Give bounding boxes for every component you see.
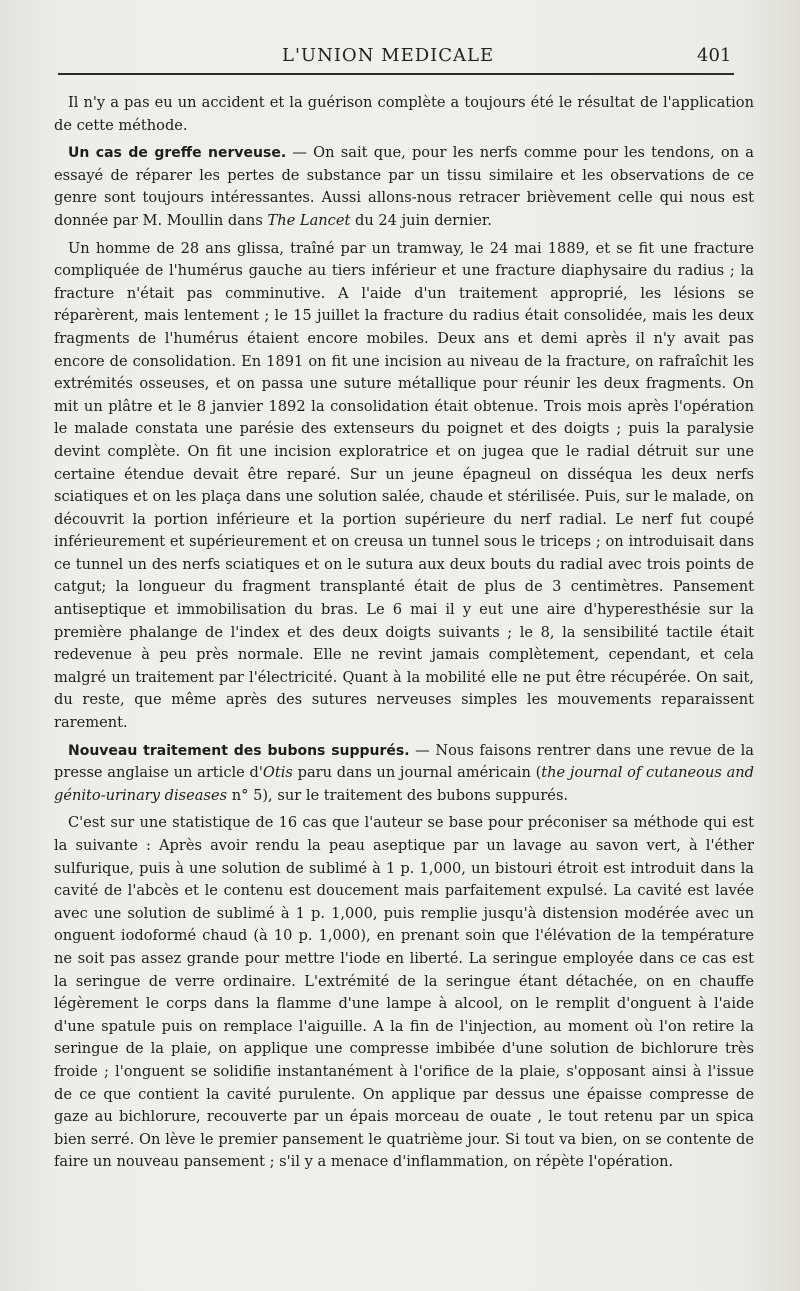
author-otis: Otis (262, 764, 293, 782)
article-body (54, 92, 754, 1179)
paragraph-bubons: Nouveau traitement des bubons suppurés. — Nous faisons rentrer dans une revue de la presse anglaise un article d'Otis paru dans un journal américain (the journal of cutaneous and génito-urinary diseases n° 5), sur le traitement des bubons suppurés. (54, 741, 755, 804)
page-number: 401 (697, 45, 732, 66)
paragraph-methode: C'est sur une statistique de 16 cas que l'auteur se base pour préconiser sa méthode qui est la suivante : Après avoir rendu la peau aseptique par un lavage au savon vert, à l'éther sulfurique, puis à une solution de sublimé à 1 p. 1,000, un bistouri étroit est introduit dans la cavité de l'abcès et le contenu est doucement mais parfaitement expulsé. La cavité est lavée avec une solution de sublimé à 1 p. 1,000, puis remplie jusqu'à distension modérée avec un onguent iodoformé chaud (à 10 p. 1,000), en prenant soin que l'élévation de la température ne soit pas assez grande pour mettre l'iode en liberté. La seringue employée dans ce cas est la seringue de verre ordinaire. L'extrémité de la seringue étant détachée, on en chauffe légèrement le corps dans la flamme d'une lampe à alcool, on le remplit d'onguent à l'aide d'une spatule puis on remplace l'aiguille. A la fin de l'injection, au moment où l'on retire la seringue de la plaie, on applique une compresse imbibée d'une solution de bichlorure très froide ; l'onguent se solidifie instantanément à l'orifice de la plaie, s'opposant ainsi à l'issue de ce que contient la cavité purulente. On applique par dessus une épaisse compresse de gaze au bichlorure, recouverte par un épais morceau de ouate , le tout retenu par un spica bien serré. On lève le premier pansement le quatrième jour. Si tout va bien, on se contente de faire un nouveau pansement ; s'il y a menace d'inflammation, on répète l'opération. (54, 814, 754, 1171)
journal-title-cutaneous: the journal of cutaneous and génito-urinary diseases (54, 764, 755, 804)
section-heading-bubons: Nouveau traitement des bubons suppurés. (68, 742, 410, 759)
running-title: L'UNION MEDICALE (282, 45, 495, 66)
paragraph-1: Il n'y a pas eu un accident et la guérison complète a toujours été le résultat de l'application de cette méthode. (54, 94, 754, 134)
paragraph-greffe-nerveuse: Un cas de greffe nerveuse. — On sait que, pour les nerfs comme pour les tendons, on a essayé de réparer les pertes de substance par un tissu similaire et les observations de ce genre sont toujours intéressantes. Aussi allons-nous retracer brièvement celle qui nous est donnée par M. Moullin dans The Lancet du 24 juin dernier. (54, 144, 754, 229)
journal-title-lancet: The Lancet (267, 211, 351, 229)
page-header (0, 40, 800, 80)
section-heading-greffe: Un cas de greffe nerveuse. (68, 145, 287, 162)
header-rule (58, 73, 734, 75)
paragraph-observation: Un homme de 28 ans glissa, traîné par un tramway, le 24 mai 1889, et se fit une fracture compliquée de l'humérus gauche au tiers inférieur et une fracture diaphysaire du radius ; la fracture n'était pas comminutive. A l'aide d'un traitement approprié, les lésions se réparèrent, mais lentement ; le 15 juillet la fracture du radius était consolidée, mais les deux fragments de l'humérus étaient encore mobiles. Deux ans et demi après il n'y avait pas encore de consolidation. En 1891 on fit une incision au niveau de la fracture, on rafraîchit les extrémités osseuses, et on passa une suture métallique pour réunir les deux fragments. On mit un plâtre et le 8 janvier 1892 la consolidation était obtenue. Trois mois après l'opération le malade constata une parésie des extenseurs du poignet et des doigts ; puis la paralysie devint complète. On fit une incision exploratrice et on jugea que le radial détruit sur une certaine étendue devait être reparé. Sur un jeune épagneul on disséqua les deux nerfs sciatiques et on les plaça dans une solution salée, chaude et stérilisée. Puis, sur le malade, on découvrit la portion inférieure et la portion supérieure du nerf radial. Le nerf fut coupé inférieurement et supérieurement et on creusa un tunnel sous le triceps ; on introduisait dans ce tunnel un des nerfs sciatiques et on le sutura aux deux bouts du radial avec trois points de catgut; la longueur du fragment transplanté était de plus de 3 centimètres. Pansement antiseptique et immobilisation du bras. Le 6 mai il y eut une aire d'hyperesthésie sur la première phalange de l'index et des deux doigts suivants ; le 8, la sensibilité tactile était redevenue à peu près normale. Elle ne revint jamais complètement, cependant, et cela malgré un traitement par l'électricité. Quant à la mobilité elle ne put être récupérée. On sait, du reste, que même après des sutures nerveuses simples les mouvements reparaissent rarement. (54, 239, 754, 732)
